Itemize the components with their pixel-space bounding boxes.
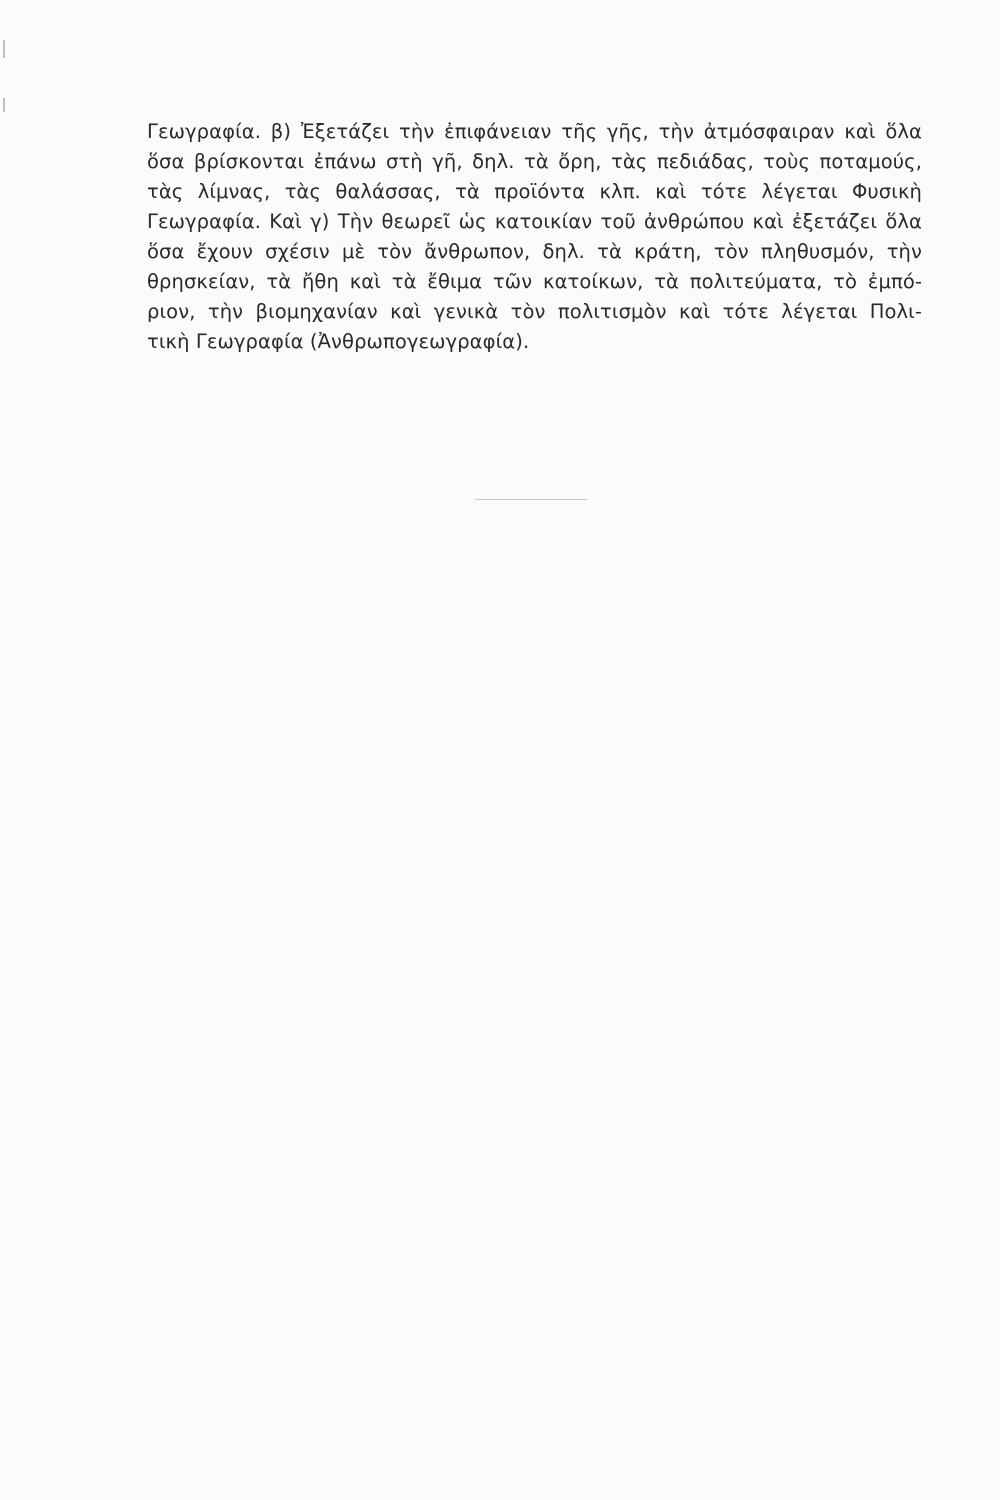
body-paragraph <box>147 117 922 357</box>
paragraph-line: τικὴ Γεωγραφία (Ἀνθρωπογεωγραφία). <box>147 330 530 353</box>
paragraph-line: Γεωγραφία. Καὶ γ) Τὴν θεωρεῖ ὡς κατοικίαν τοῦ ἀνθρώπου καὶ ἐξετάζει ὅλα <box>147 210 922 233</box>
paragraph-line: Γεωγραφία. β) Ἐξετάζει τὴν ἐπιφάνειαν τῆς γῆς, τὴν ἀτμόσφαιραν καὶ ὅλα <box>147 120 922 143</box>
paragraph-line: ριον, τὴν βιομηχανίαν καὶ γενικὰ τὸν πολιτισμὸν καὶ τότε λέγεται Πολι- <box>147 300 922 323</box>
paragraph-line: ὅσα βρίσκονται ἐπάνω στὴ γῆ, δηλ. τὰ ὄρη, τὰς πεδιάδας, τοὺς ποταμούς, <box>147 150 922 173</box>
section-divider <box>475 499 587 500</box>
paragraph-line: τὰς λίμνας, τὰς θαλάσσας, τὰ προϊόντα κλπ. καὶ τότε λέγεται Φυσικὴ <box>147 180 922 203</box>
scan-edge-mark <box>3 98 5 112</box>
scan-edge-mark <box>3 40 5 58</box>
paragraph-line: ὅσα ἔχουν σχέσιν μὲ τὸν ἄνθρωπον, δηλ. τὰ κράτη, τὸν πληθυσμόν, τὴν <box>147 240 922 263</box>
paragraph-line: θρησκείαν, τὰ ἤθη καὶ τὰ ἔθιμα τῶν κατοίκων, τὰ πολιτεύματα, τὸ ἐμπό- <box>147 270 922 293</box>
